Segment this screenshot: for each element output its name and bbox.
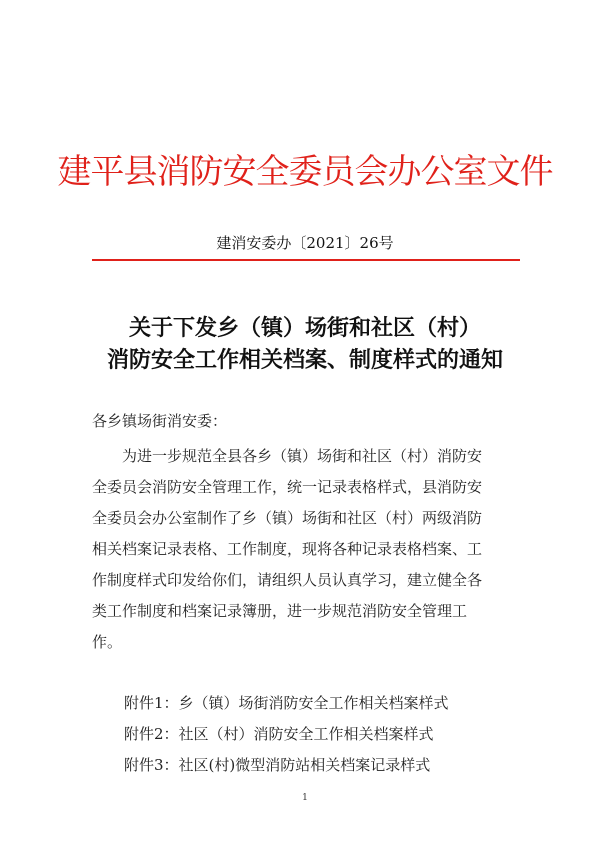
body-line: 全委员会办公室制作了乡（镇）场街和社区（村）两级消防 [92,509,483,527]
body-line: 作。 [92,633,123,651]
issuer-title: 建平县消防安全委员会办公室文件 [57,152,553,192]
body-line: 为进一步规范全县各乡（镇）场街和社区（村）消防安 [92,447,483,465]
notice-title [0,312,610,376]
salutation: 各乡镇场街消安委： [92,412,228,430]
body-line: 全委员会消防安全管理工作，统一记录表格样式，县消防安 [92,478,483,496]
body-line: 相关档案记录表格、工作制度，现将各种记录表格档案、工 [92,540,483,558]
page-number: 1 [302,793,308,803]
attachment-item-1: 附件1：乡（镇）场街消防安全工作相关档案样式 [124,694,449,712]
body-paragraph [92,441,520,658]
document-number: 建消安委办〔2021〕26号 [216,234,394,252]
red-divider-line [92,259,520,261]
attachment-item-3: 附件3：社区(村)微型消防站相关档案记录样式 [124,756,431,774]
notice-title-line-1: 关于下发乡（镇）场街和社区（村） [128,315,481,341]
body-line: 作制度样式印发给你们，请组织人员认真学习，建立健全各 [92,571,483,589]
notice-title-line-2: 消防安全工作相关档案、制度样式的通知 [106,347,503,373]
attachment-item-2: 附件2：社区（村）消防安全工作相关档案样式 [124,725,434,743]
body-line: 类工作制度和档案记录簿册，进一步规范消防安全管理工 [92,602,468,620]
attachment-list [124,688,449,781]
